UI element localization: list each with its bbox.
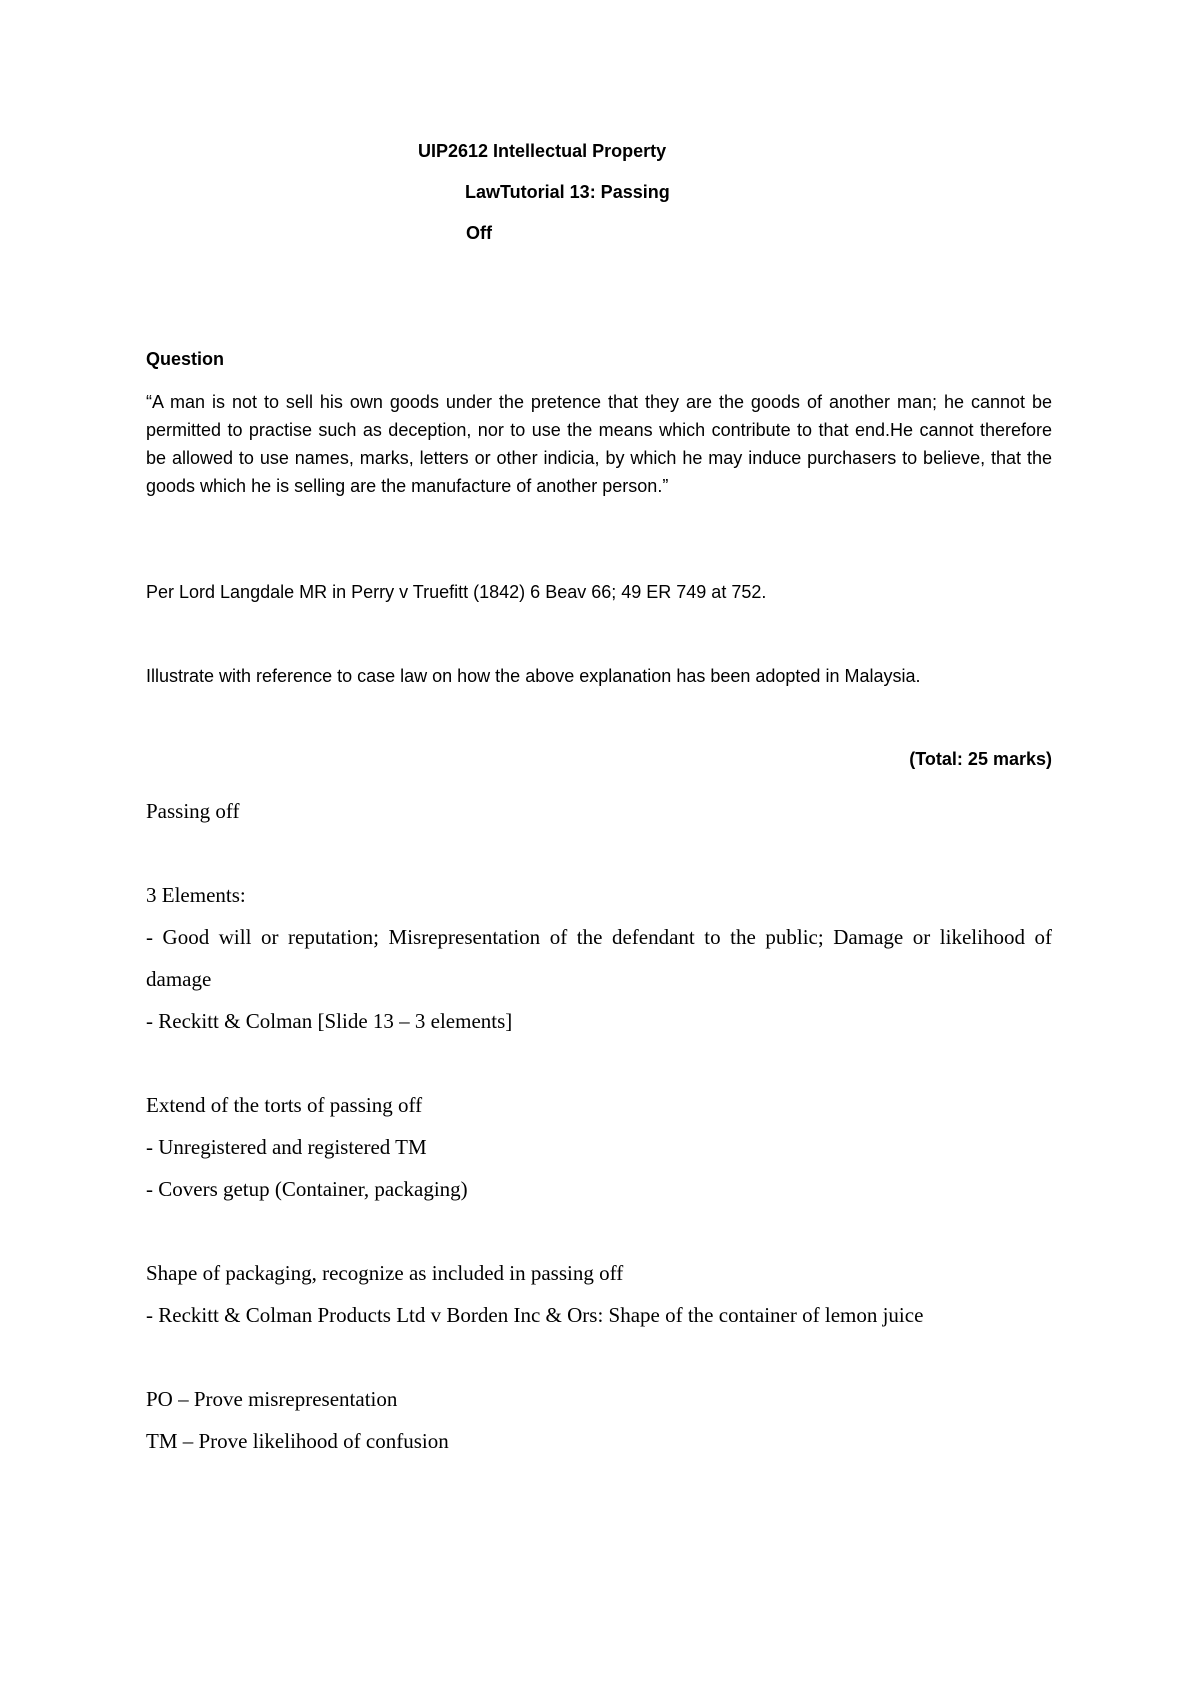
course-title: UIP2612 Intellectual Property — [418, 141, 667, 161]
shape-heading: Shape of packaging, recognize as included in passing off — [146, 1261, 624, 1285]
spacer — [146, 1336, 1052, 1378]
elements-item: - Reckitt & Colman [Slide 13 – 3 elements] — [146, 1009, 513, 1033]
notes-section — [146, 790, 1052, 1462]
spacer — [146, 1042, 1052, 1084]
question-quote: “A man is not to sell his own goods under the pretence that they are the goods of another man; he cannot be permitted to practise such as deception, nor to use the means which contribute to that end.He cannot therefore be allowed to use names, marks, letters or other indicia, by which he may induce purchasers to believe, that the goods which he is selling are the manufacture of another person.” — [146, 392, 1052, 496]
question-instruction: Illustrate with reference to case law on how the above explanation has been adopted in Malaysia. — [146, 666, 921, 686]
notes-heading: Passing off — [146, 799, 240, 823]
elements-item: - Good will or reputation; Misrepresentation of the defendant to the public; Damage or likelihood of damage — [146, 925, 1052, 991]
elements-heading: 3 Elements: — [146, 883, 246, 907]
total-marks: (Total: 25 marks) — [909, 749, 1052, 769]
extend-item: - Unregistered and registered TM — [146, 1135, 427, 1159]
shape-item: - Reckitt & Colman Products Ltd v Borden Inc & Ors: Shape of the container of lemon juice — [146, 1303, 924, 1327]
spacer — [146, 832, 1052, 874]
tutorial-title-continued: Off — [466, 223, 492, 243]
extend-item: - Covers getup (Container, packaging) — [146, 1177, 468, 1201]
question-label: Question — [146, 349, 225, 369]
tutorial-title: LawTutorial 13: Passing — [465, 182, 670, 202]
po-line: PO – Prove misrepresentation — [146, 1387, 398, 1411]
extend-heading: Extend of the torts of passing off — [146, 1093, 423, 1117]
quote-citation: Per Lord Langdale MR in Perry v Truefitt (1842) 6 Beav 66; 49 ER 749 at 752. — [146, 582, 767, 602]
spacer — [146, 1210, 1052, 1252]
tm-line: TM – Prove likelihood of confusion — [146, 1429, 449, 1453]
